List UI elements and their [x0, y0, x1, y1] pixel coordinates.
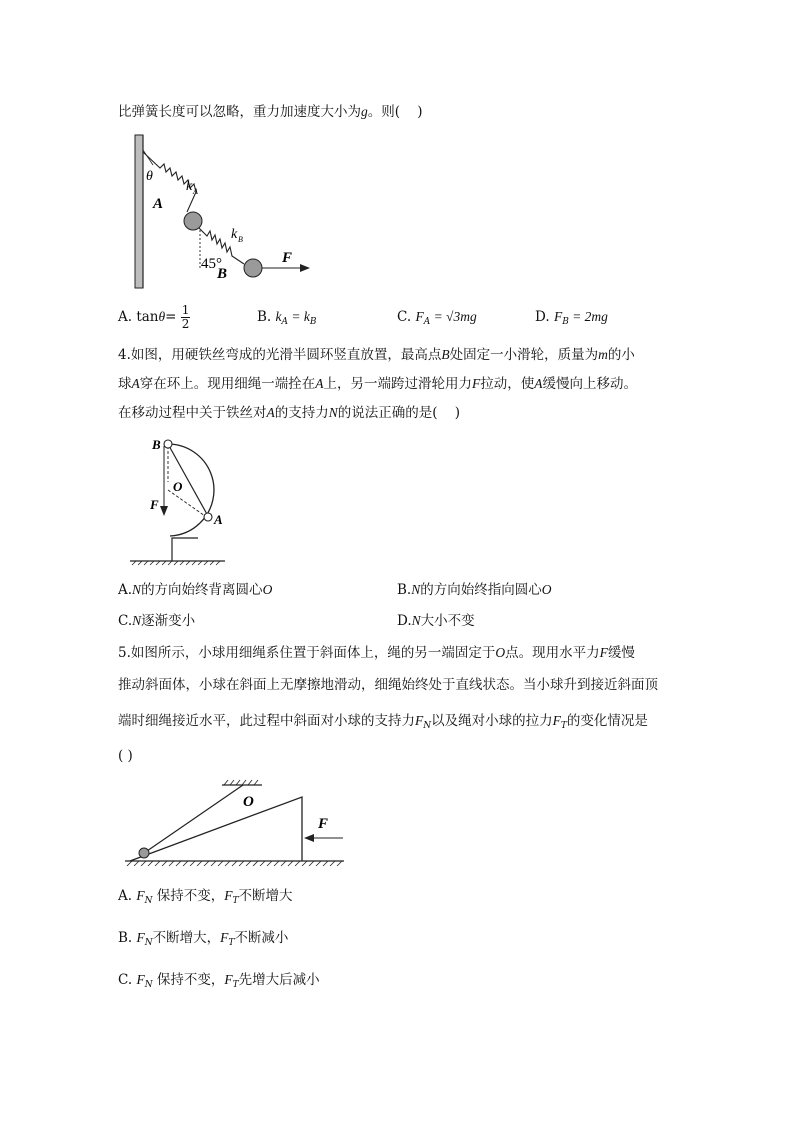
- label-theta: θ: [146, 169, 153, 184]
- q3-a-den: 2: [181, 317, 190, 331]
- q4-c-n: N: [132, 613, 142, 628]
- q5-b-s1: N: [144, 938, 153, 948]
- q5-c-text1: 保持不变，: [156, 972, 225, 988]
- q4-l2-a: 球: [118, 376, 132, 392]
- q5-a-f1: F: [136, 888, 145, 903]
- q5-l2: 推动斜面体，小球在斜面上无摩擦地滑动，细绳始终处于直线状态。当小球升到接近斜面顶: [118, 677, 658, 693]
- q4-l1-b-var: B: [441, 347, 450, 362]
- q5-force-arrow-head: [304, 834, 314, 842]
- q5-l4: ( ): [118, 748, 133, 764]
- q5-b-s2: T: [228, 938, 235, 948]
- q4-d-text: 大小不变: [420, 613, 475, 629]
- q4-label-a: A: [214, 512, 223, 527]
- q5-a-label: A.: [118, 888, 133, 904]
- q4-b-o: O: [541, 582, 552, 597]
- q5-l3-b: 以及绳对小球的拉力: [431, 713, 553, 729]
- q4-b-n: N: [411, 582, 421, 597]
- q5-a-f2: F: [224, 888, 233, 903]
- q3-stem-g: g: [361, 104, 368, 119]
- label-k-sub: A: [193, 187, 198, 196]
- q5-a-s2: T: [232, 896, 239, 906]
- q4-b-label: B.: [397, 582, 412, 598]
- q4-l1-c: 的小: [607, 347, 635, 363]
- q3-d-prefix: D.: [535, 309, 550, 325]
- q3-a-theta: θ: [158, 309, 166, 324]
- q5-b-f1: F: [136, 930, 145, 945]
- q5-l3-a: 端时细绳接近水平，此过程中斜面对小球的支持力: [118, 713, 415, 729]
- q4-a-text: 的方向始终背离圆心: [141, 582, 263, 598]
- q5-l1-a: 5.如图所示，小球用细绳系住置于斜面体上，绳的另一端固定于: [118, 645, 496, 661]
- label-b: B: [217, 266, 228, 282]
- q5-ball: [139, 848, 149, 858]
- q3-b-prefix: B.: [257, 309, 272, 325]
- q3-b-sub1: A: [281, 317, 289, 327]
- q4-b-text: 的方向始终指向圆心: [420, 582, 542, 598]
- q4-l2-d: 拉动，使: [480, 376, 535, 392]
- label-45: 45°: [201, 256, 222, 272]
- q4-d-label: D.: [397, 613, 412, 629]
- q4-l1-b: 处固定一小滑轮，质量为: [449, 347, 599, 363]
- q5-rope: [147, 785, 243, 851]
- q3-b-k: k: [275, 309, 282, 324]
- q5-option-a: [118, 886, 293, 911]
- q3-d-sub: B: [562, 317, 569, 327]
- label-a: A: [153, 196, 164, 212]
- q5-label-o: O: [243, 794, 254, 810]
- q4-l3-b: 的支持力: [274, 405, 329, 421]
- q4-l2-a-var: A: [131, 376, 140, 391]
- q5-l1-c: 缓慢: [607, 645, 635, 661]
- q4-c-text: 逐渐变小: [141, 613, 196, 629]
- q5-b-label: B.: [118, 930, 133, 946]
- q5-l1-o: O: [495, 645, 506, 660]
- q3-a-num: 1: [181, 303, 190, 317]
- q5-b-text1: 不断增大，: [152, 930, 221, 946]
- q3-stem-text-b: 。则(: [367, 104, 401, 120]
- q4-a-label: A.: [118, 582, 133, 598]
- q4-l3-a-var: A: [266, 405, 275, 420]
- q5-label-f: F: [318, 816, 329, 832]
- q4-l3-c: 的说法正确的是(: [337, 405, 438, 421]
- q3-c-rest: = √3mg: [430, 309, 477, 324]
- q5-c-f1: F: [136, 972, 145, 987]
- q5-incline: [130, 797, 302, 861]
- q5-a-text2: 不断增大: [238, 888, 293, 904]
- q3-d-rest: = 2mg: [568, 309, 608, 324]
- q3-a-eq: =: [165, 309, 177, 325]
- q4-l2-a-var2: A: [315, 376, 324, 391]
- q4-a-n: N: [132, 582, 142, 597]
- q5-l3-ft-sub: T: [560, 721, 567, 731]
- q5-c-s1: N: [144, 980, 153, 990]
- q5-ceiling-hatch: [224, 780, 258, 785]
- q3-c-prefix: C.: [397, 309, 412, 325]
- q5-option-c: [118, 970, 320, 995]
- q4-d-n: N: [411, 613, 421, 628]
- q3-a-prefix: A. tan: [118, 309, 159, 325]
- q5-a-s1: N: [144, 896, 153, 906]
- label-kb: k: [231, 227, 238, 242]
- q4-label-f: F: [150, 497, 159, 512]
- q5-c-f2: F: [224, 972, 233, 987]
- q4-l2-f: F: [472, 376, 481, 391]
- q5-b-text2: 不断减小: [234, 930, 289, 946]
- q5-l3-ft: F: [552, 713, 561, 728]
- q5-l1-f: F: [599, 645, 608, 660]
- q5-ground-hatch: [127, 861, 342, 866]
- q5-l3-fn-sub: N: [423, 721, 432, 731]
- q4-l3-n: N: [328, 405, 338, 420]
- q3-c-f: F: [415, 309, 424, 324]
- q4-l3-a: 在移动过程中关于铁丝对: [118, 405, 267, 421]
- q5-c-text2: 先增大后减小: [238, 972, 320, 988]
- q4-l3-d: ): [454, 405, 460, 421]
- q5-l3-c: 的变化情况是: [566, 713, 648, 729]
- label-f: F: [282, 250, 293, 266]
- q5-option-b: [118, 928, 288, 953]
- q5-l3-fn: F: [415, 713, 424, 728]
- q5-l1-b: 点。现用水平力: [505, 645, 600, 661]
- q4-l1-a: 4.如图，用硬铁丝弯成的光滑半圆环竖直放置，最高点: [118, 347, 442, 363]
- q4-c-label: C.: [118, 613, 133, 629]
- q3-c-sub: A: [423, 317, 431, 327]
- q4-l2-b: 穿在环上。现用细绳一端拴在: [139, 376, 316, 392]
- q3-stem-paren: ): [417, 104, 423, 120]
- q5-c-s2: T: [232, 980, 239, 990]
- q4-a-o: O: [262, 582, 273, 597]
- q3-d-f: F: [553, 309, 563, 324]
- q4-label-b: B: [152, 437, 161, 452]
- q4-l2-a-var3: A: [534, 376, 543, 391]
- q5-b-f2: F: [220, 930, 229, 945]
- label-kb-sub: B: [238, 235, 243, 244]
- q5-a-text1: 保持不变，: [156, 888, 225, 904]
- q4-l2-e: 缓慢向上移动。: [542, 376, 637, 392]
- q4-label-o: O: [173, 479, 183, 494]
- q3-stem-text: 比弹簧长度可以忽略，重力加速度大小为: [118, 104, 361, 120]
- q3-b-eq: = k: [288, 309, 310, 324]
- q4-l1-m: m: [598, 347, 608, 362]
- q5-c-label: C.: [118, 972, 133, 988]
- q3-b-sub2: B: [309, 317, 317, 327]
- q4-l2-c: 上，另一端跨过滑轮用力: [323, 376, 472, 392]
- label-k: k: [186, 179, 193, 194]
